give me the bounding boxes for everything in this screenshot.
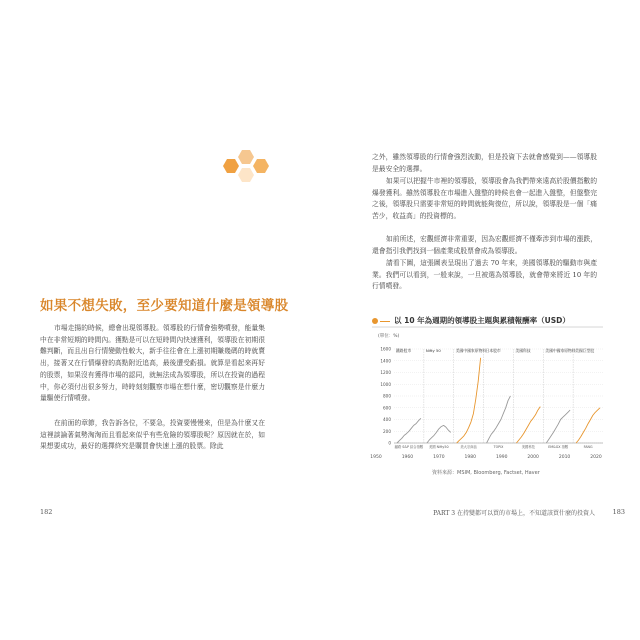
y-tick-label: 1000: [380, 381, 391, 387]
x-tick-label: 1960: [401, 455, 414, 460]
panel-label: 美國科技: [515, 348, 531, 353]
panel-label: 美國巨型股: [575, 348, 595, 353]
x-tick-label: 2010: [558, 455, 571, 460]
body-paragraph: 如果可以把握牛市裡的領導股，領導股會為我們帶來遠高於股價指數的爆發獲利。雖然領導股在市場進入盤整的時候也會一起進入盤整，但盤整完之後，領導股只需要非常短的時間就能夠復位，所以說，領導股是一個「痛苦少，收益高」的投資標的。: [372, 177, 597, 221]
x-tick-label: 1990: [495, 455, 508, 460]
panel-index-label: EM&GX 指數: [548, 445, 569, 449]
panel-index-label: 鐵路 S&P 綜合指數: [394, 445, 424, 449]
chart-title-line: [380, 321, 390, 322]
body-paragraph: 之外，雖然領導股的行情會強烈波動，但是投資下去就會感覺到——領導股是最安全的選擇。: [372, 153, 597, 173]
panel-label: Nifty 50: [425, 348, 441, 353]
y-tick-label: 0: [388, 440, 391, 446]
x-tick-label: 1950: [370, 455, 382, 460]
page-number: 182: [40, 508, 53, 516]
y-tick-label: 1400: [380, 358, 391, 364]
hexagon-decoration-icon: [238, 150, 254, 164]
y-tick-label: 400: [383, 417, 391, 422]
x-tick-label: 2000: [527, 455, 539, 460]
body-paragraph: 請看下圖，這張圖表呈現出了過去 70 年來，美國領導股的驅動市與產業。我們可以看到，一般來說，一旦被選為領導股，就會帶來將近 10 年的行情噴發。: [372, 259, 597, 291]
hexagon-decoration-icon: [238, 168, 254, 182]
y-tick-label: 800: [383, 393, 391, 399]
page-number: 183: [612, 508, 625, 516]
panel-label: 美國中國家原物料: [455, 348, 487, 353]
y-tick-label: 200: [383, 428, 391, 434]
chart-source: 資料來源：MSIM, Bloomberg, Factset, Haver: [432, 470, 540, 476]
hexagon-decoration-icon: [253, 159, 269, 173]
hexagon-decoration-icon: [223, 159, 239, 173]
y-tick-label: 1200: [380, 370, 391, 375]
body-paragraph: 如前所述，宏觀經濟非常重要，因為宏觀經濟不僅牽涉到市場的漲跌，還會指引我們找到一個產業成股票會成為領導股。: [372, 235, 597, 255]
x-tick-label: 1970: [433, 455, 445, 460]
panel-index-label: 美國 Nifty50: [428, 445, 449, 449]
panel-index-label: TOPIX: [493, 445, 504, 449]
body-paragraph: 在前面的章節，我告訴各位，不要急，投資要慢慢來，但是為什麼又在這裡談論著氣勢洶洶而且看起來似乎有些危險的領導股呢？原因就在於，如果想要成功，最好的選擇終究是購買會快速上漲的股票。除此: [40, 419, 265, 451]
chart-title-marker-icon: [372, 318, 378, 324]
panel-label: 鐵路股市: [396, 348, 412, 353]
y-tick-label: 600: [383, 405, 391, 411]
panel-index-label: 美大宗商品: [460, 445, 477, 449]
x-tick-label: 2020: [590, 455, 602, 460]
x-tick-label: 1980: [464, 455, 477, 460]
panel-label: 美國中國家原物料: [545, 348, 576, 353]
body-paragraph: 市場走揚的時候，總會出現領導股。領導股的行情會強勢噴發，能量集中在非常短期的時間內。獲點是可以在短時間內快速獲利，領導股在初期很難判斷，而且出自行情變動性較大，新手往往會在上漲初期賺幾碼的時就賣出，接著又在行情爆發的高點附近追高，最後遭受虧損。就算是看起來再好的股票，如果沒有獲得市場的認同，就無法成為領導股，所以在投資的過程中，你必須付出很多努力，時時刻刻觀察市場在想什麼，密切觀察是什麼力量驅使行情噴發。: [40, 324, 265, 403]
section-heading: 如果不想失敗，至少要知道什麼是領導股: [40, 298, 289, 314]
panel-label: 日本股市: [485, 348, 501, 353]
chart-title: 以 10 年為週期的領導股主題與累積報酬率（USD）: [372, 315, 570, 326]
running-footer: PART 3 在持變都可以買的市場上，不知道該買什麼的投資人: [433, 510, 595, 517]
chart-unit-label: (單位：%): [378, 334, 400, 339]
y-tick-label: 1600: [380, 346, 391, 352]
panel-index-label: 美國科技: [521, 445, 535, 449]
panel-index-label: FANG: [583, 445, 593, 449]
